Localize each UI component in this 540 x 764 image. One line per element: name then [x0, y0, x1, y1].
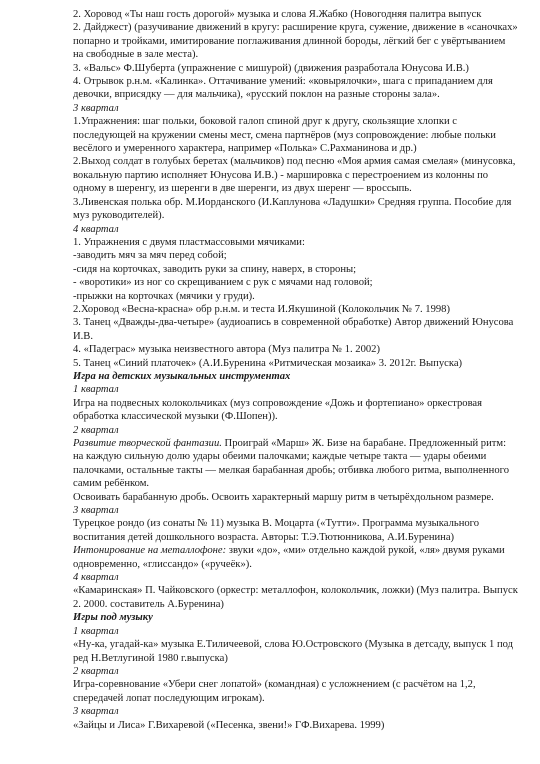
- quarter-heading: 2 квартал: [73, 665, 119, 677]
- list-item: -заводить мяч за мяч перед собой;: [73, 250, 227, 262]
- paragraph: [73, 544, 518, 571]
- paragraph: «Камаринская» П. Чайковского (оркестр: металлофон, колокольчик, ложки) (Муз палитра. Выпуск 2. 2000. составитель А.Буренина): [73, 585, 518, 610]
- section-heading: Игра на детских музыкальных инструментах: [73, 370, 291, 382]
- quarter-heading: 1 квартал: [73, 384, 119, 396]
- paragraph: 1. Упражнения с двумя пластмассовыми мячиками:: [73, 236, 305, 248]
- paragraph: [73, 437, 518, 491]
- paragraph: 4. «Падеграс» музыка неизвестного автора (Муз палитра № 1. 2002): [73, 344, 381, 356]
- paragraph: 2. Дайджест) (разучивание движений в кругу: расширение круга, сужение, движение в «саночках» попарно и тройками, имитирование поглаживания длинной бороды, лёгкий бег с увёртыванием на свободные в зале места).: [73, 22, 518, 61]
- list-item: -прыжки на корточках (мячики у груди).: [73, 290, 255, 302]
- quarter-heading: 2 квартал: [73, 424, 119, 436]
- inline-italic-lead: Развитие творческой фантазии.: [73, 438, 222, 449]
- section-heading: Игры под музыку: [73, 612, 153, 624]
- quarter-heading: 4 квартал: [73, 572, 119, 584]
- paragraph: 2.Выход солдат в голубых беретах (мальчиков) под песню «Моя армия самая смелая» (минусовка, вокальную партию исполняет Юнусова И.В.) - маршировка с перестроением из колонны по одному в шеренгу, из шеренги в две шеренги, из двух шеренг — вроссыпь.: [73, 156, 516, 195]
- paragraph: 3. «Вальс» Ф.Шуберта (упражнение с мишурой) (движения разработала Юнусова И.В.): [73, 62, 469, 74]
- list-item: - «воротики» из ног со скрещиванием с рук с мячами над головой;: [73, 277, 373, 289]
- paragraph: «Ну-ка, угадай-ка» музыка Е.Тиличеевой, слова Ю.Островского (Музыка в детсаду, выпуск 1 под ред Н.Ветлугиной 1980 г.выпуска): [73, 639, 514, 664]
- inline-italic-lead: Интонирование на металлофоне:: [73, 545, 227, 557]
- paragraph: Игра-соревнование «Убери снег лопатой» (командная) с усложнением (с расчётом на 1,2, спередачей лопат последующим игрокам).: [73, 679, 476, 704]
- paragraph: «Зайцы и Лиса» Г.Вихаревой («Песенка, звени!» ГФ.Вихарева. 1999): [73, 719, 385, 731]
- paragraph: 1.Упражнения: шаг польки, боковой галоп спиной друг к другу, скользящие хлопки с последующей на кружении смены мест, смена партнёров (муз сопровождение: любые польки весёлого и умеренного характера, например «Полька» С.Рахманинова и др.): [73, 116, 496, 155]
- paragraph-text: Проиграй «Марш» Ж. Бизе на барабане. Предложенный ритм: на каждую сильную долю удары обеими палочками; каждые четыре такта — удары обеими палочками, остальные такты — мелкая барабанная дробь; отбивка любого ритма, выполненного самим ребёнком.: [73, 438, 510, 490]
- paragraph: Турецкое рондо (из сонаты № 11) музыка В. Моцарта («Тутти». Программа музыкального воспитания детей дошкольного возраста. Авторы: Т.Э.Тютюнникова, А.И.Буренина): [73, 518, 480, 543]
- paragraph: 4. Отрывок р.н.м. «Калинка». Оттачивание умений: «ковырялочки», шага с припаданием для девочки, вприсядку — для мальчика), «русский поклон на разные стороны зала».: [73, 76, 493, 101]
- paragraph: 2. Хоровод «Ты наш гость дорогой» музыка и слова Я.Жабко (Новогодняя палитра выпуск: [73, 9, 482, 20]
- quarter-heading: 3 квартал: [73, 706, 119, 718]
- quarter-heading: 3 квартал: [73, 102, 119, 114]
- quarter-heading: 4 квартал: [73, 223, 119, 235]
- paragraph: Освоивать барабанную дробь. Освоить характерный маршу ритм в четырёхдольном размере.: [73, 491, 494, 503]
- paragraph: 3.Ливенская полька обр. М.Иорданского (И.Каплунова «Ладушки» Средняя группа. Пособие для муз руководителей).: [73, 196, 512, 222]
- paragraph: 5. Танец «Синий платочек» (А.И.Буренина «Ритмическая мозаика» 3. 2012г. Выпуска): [73, 357, 463, 369]
- paragraph: 2.Хоровод «Весна-красна» обр р.н.м. и теста И.Якушиной (Колокольчик № 7. 1998): [73, 303, 451, 315]
- quarter-heading: 1 квартал: [73, 625, 119, 637]
- paragraph-text: звуки «до», «ми» отдельно каждой рукой, «ля» двумя руками одновременно, «глиссандо» («ручеёк»).: [73, 545, 505, 570]
- paragraph: Игра на подвесных колокольчиках (муз сопровождение «Дожь и фортепиано» оркестровая обработка классической музыки (Ф.Шопен)).: [73, 397, 483, 423]
- list-item: -сидя на корточках, заводить руки за спину, наверх, в стороны;: [73, 263, 357, 275]
- quarter-heading: 3 квартал: [73, 505, 119, 517]
- paragraph: 3. Танец «Дважды-два-четыре» (аудиоапись в современной обработке) Автор движений Юнусова И.В.: [73, 317, 514, 342]
